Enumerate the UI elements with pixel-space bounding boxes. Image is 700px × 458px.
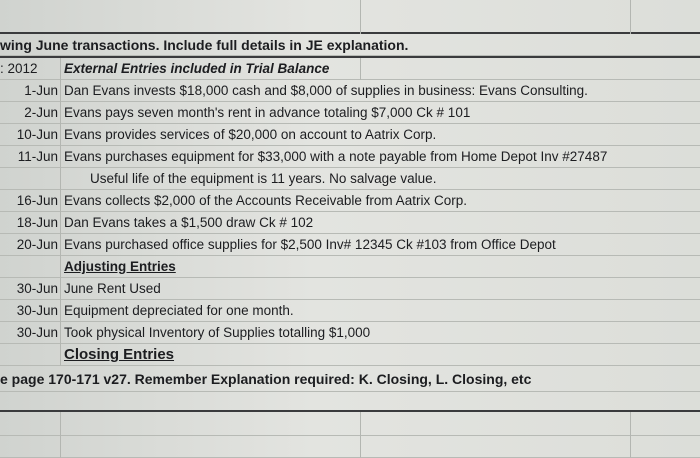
empty-row[interactable] bbox=[0, 436, 700, 458]
description-cell: Useful life of the equipment is 11 years. No salvage value. bbox=[90, 171, 437, 186]
description-cell: Evans collects $2,000 of the Accounts Receivable from Aatrix Corp. bbox=[64, 193, 467, 208]
section-title-external: External Entries included in Trial Balance bbox=[64, 61, 330, 76]
column-divider bbox=[630, 0, 631, 34]
date-cell: 30-Jun bbox=[16, 303, 58, 318]
date-cell: 2-Jun bbox=[24, 105, 58, 120]
description-cell: Equipment depreciated for one month. bbox=[64, 303, 294, 318]
date-cell: 1-Jun bbox=[24, 83, 58, 98]
empty-row[interactable] bbox=[0, 0, 700, 34]
description-cell: Evans provides services of $20,000 on account to Aatrix Corp. bbox=[64, 127, 437, 142]
column-divider bbox=[360, 58, 361, 80]
table-row[interactable] bbox=[0, 278, 700, 300]
description-cell: Took physical Inventory of Supplies totalling $1,000 bbox=[64, 325, 371, 340]
column-divider bbox=[360, 0, 361, 34]
table-row[interactable] bbox=[0, 168, 700, 190]
description-cell: Dan Evans invests $18,000 cash and $8,000 of supplies in business: Evans Consulting. bbox=[64, 83, 588, 98]
date-cell: 30-Jun bbox=[16, 281, 58, 296]
section-header-row[interactable] bbox=[0, 344, 700, 366]
table-row[interactable] bbox=[0, 146, 700, 168]
instruction-row[interactable] bbox=[0, 34, 700, 56]
description-cell: June Rent Used bbox=[64, 281, 161, 296]
date-cell: 30-Jun bbox=[16, 325, 58, 340]
column-divider bbox=[60, 58, 61, 366]
date-cell: 11-Jun bbox=[17, 149, 58, 164]
date-cell: 20-Jun bbox=[16, 237, 58, 252]
year-cell: : 2012 bbox=[0, 61, 38, 76]
section-title-closing: Closing Entries bbox=[64, 346, 175, 363]
description-cell: Evans purchases equipment for $33,000 with a note payable from Home Depot Inv #27487 bbox=[64, 149, 608, 164]
table-row[interactable] bbox=[0, 190, 700, 212]
closing-note: e page 170-171 v27. Remember Explanation required: K. Closing, L. Closing, etc bbox=[0, 371, 532, 387]
section-header-row[interactable] bbox=[0, 256, 700, 278]
column-divider bbox=[60, 412, 61, 458]
description-cell: Dan Evans takes a $1,500 draw Ck # 102 bbox=[64, 215, 314, 230]
table-row[interactable] bbox=[0, 80, 700, 102]
table-row[interactable] bbox=[0, 212, 700, 234]
date-cell: 10-Jun bbox=[16, 127, 58, 142]
column-divider bbox=[630, 412, 631, 458]
description-cell: Evans pays seven month's rent in advance totaling $7,000 Ck # 101 bbox=[64, 105, 471, 120]
table-row[interactable] bbox=[0, 124, 700, 146]
date-cell: 16-Jun bbox=[16, 193, 58, 208]
table-row[interactable] bbox=[0, 102, 700, 124]
description-cell: Evans purchased office supplies for $2,500 Inv# 12345 Ck #103 from Office Depot bbox=[64, 237, 556, 252]
table-row[interactable] bbox=[0, 300, 700, 322]
table-row[interactable] bbox=[0, 234, 700, 256]
date-cell: 18-Jun bbox=[16, 215, 58, 230]
section-header-row[interactable] bbox=[0, 58, 700, 80]
column-divider bbox=[360, 412, 361, 458]
table-row[interactable] bbox=[0, 322, 700, 344]
section-title-adjusting: Adjusting Entries bbox=[64, 259, 176, 274]
instruction-text: wing June transactions. Include full details in JE explanation. bbox=[0, 37, 409, 53]
empty-row[interactable] bbox=[0, 412, 700, 436]
note-row[interactable] bbox=[0, 366, 700, 392]
